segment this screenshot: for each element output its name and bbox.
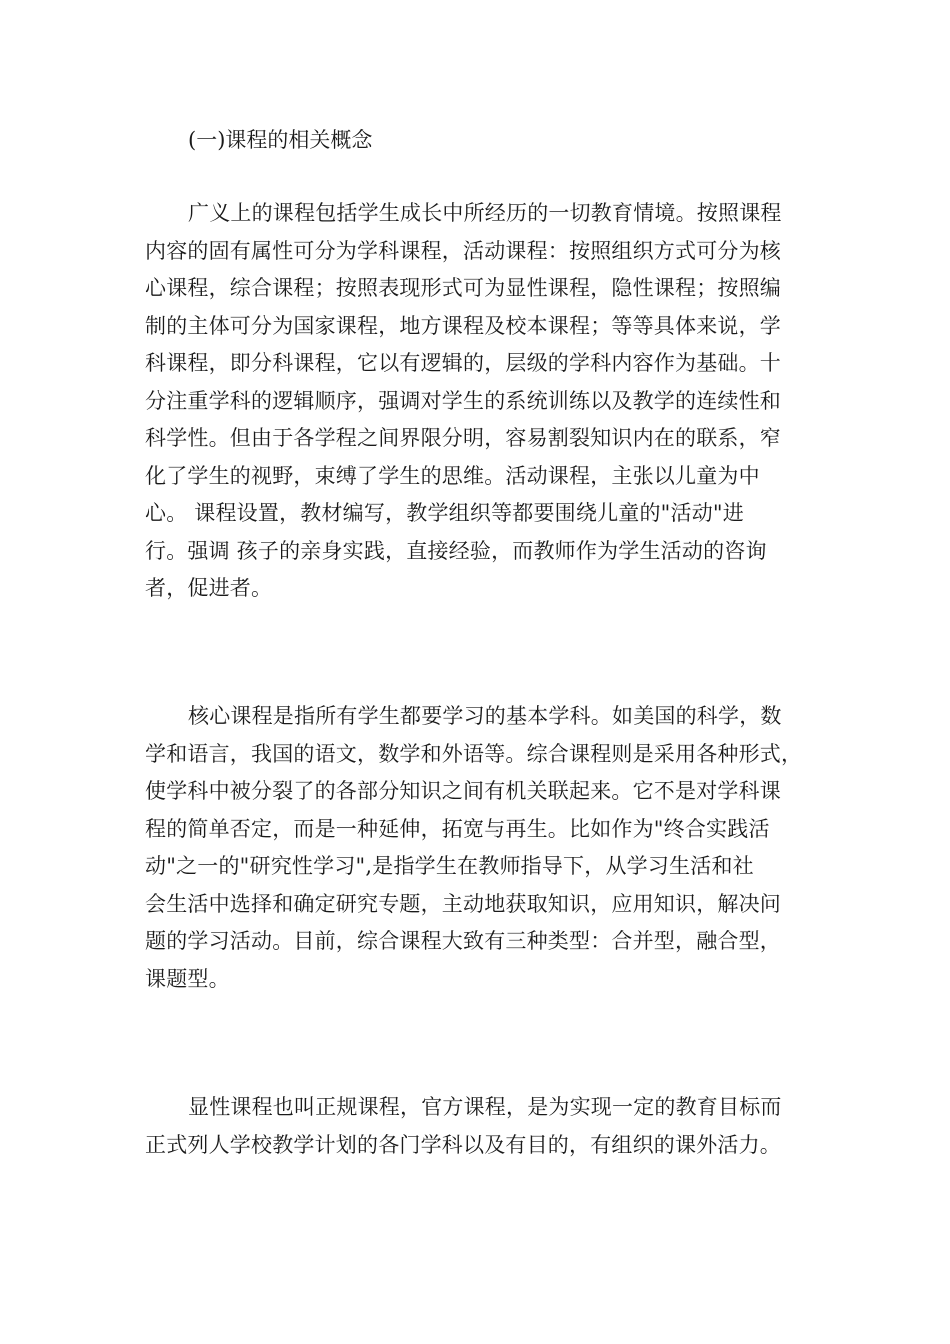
paragraph-line: 分注重学科的逻辑顺序，强调对学生的系统训练以及教学的连续性和: [145, 388, 781, 413]
paragraph-line: 题的学习活动。目前，综合课程大致有三种类型：合并型，融合型，: [145, 929, 781, 953]
paragraph-line: 广义上的课程包括学生成长中所经历的一切教育情境。按照课程: [188, 201, 782, 225]
paragraph-line: 制的主体可分为国家课程，地方课程及校本课程；等等具体来说，学: [145, 313, 781, 338]
paragraph-line: 科课程，即分科课程，它以有逻辑的，层级的学科内容作为基础。十: [145, 351, 781, 375]
paragraph-line: 程的简单否定，而是一种延伸，拓宽与再生。比如作为"终合实践活: [145, 816, 770, 841]
paragraph-line: 课题型。: [145, 966, 230, 991]
paragraph-line: 会生活中选择和确定研究专题，主动地获取知识，应用知识，解决问: [145, 891, 781, 916]
paragraph-line: 核心课程是指所有学生都要学习的基本学科。如美国的科学，数: [188, 704, 782, 728]
paragraph-line: 心课程，综合课程；按照表现形式可为显性课程，隐性课程；按照编: [145, 276, 781, 300]
paragraph-line: 学和语言，我国的语文，数学和外语等。综合课程则是采用各种形式，: [145, 741, 803, 766]
paragraph-explicit-curriculum: [145, 1089, 815, 1164]
paragraph-line: 使学科中被分裂了的各部分知识之间有机关联起来。它不是对学科课: [145, 779, 781, 803]
paragraph-line: 动"之一的"研究性学习",是指学生在教师指导下，从学习生活和社: [145, 854, 754, 878]
paragraph-core-curriculum: [145, 698, 815, 998]
paragraph-line: 科学性。但由于各学程之间界限分明，容易割裂知识内在的联系，窄: [145, 426, 781, 450]
paragraph-line: 正式列人学校教学计划的各门学科以及有目的，有组织的课外活力。: [145, 1132, 781, 1157]
section-heading: (一)课程的相关概念: [188, 128, 373, 152]
paragraph-line: 显性课程也叫正规课程，官方课程，是为实现一定的教育目标而: [188, 1095, 782, 1119]
paragraph-line: 心。 课程设置，教材编写，教学组织等都要围绕儿童的"活动"进: [145, 501, 744, 525]
paragraph-line: 内容的固有属性可分为学科课程，活动课程：按照组织方式可分为核: [145, 238, 781, 263]
paragraph-line: 化了学生的视野，束缚了学生的思维。活动课程，主张以儿童为中: [145, 463, 760, 488]
paragraph-line: 者，促进者。: [145, 576, 273, 600]
paragraph-curriculum-definition: [145, 195, 815, 608]
paragraph-line: 行。强调 孩子的亲身实践，直接经验，而教师作为学生活动的咨询: [145, 538, 767, 563]
